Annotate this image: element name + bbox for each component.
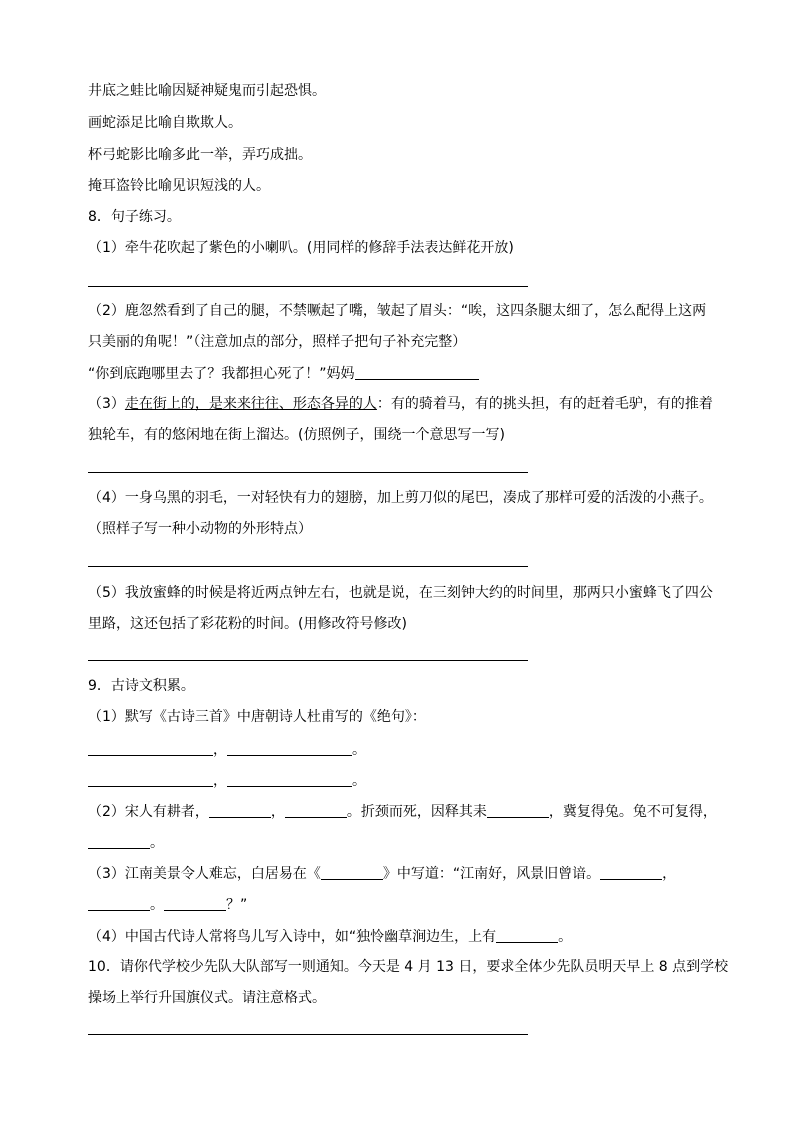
q8-s2c-text: “你到底跑哪里去了？我都担心死了！”妈妈 xyxy=(88,366,355,382)
answer-blank[interactable] xyxy=(227,771,352,787)
q8-s4b: （照样子写一种小动物的外形特点） xyxy=(88,521,312,537)
period: 。 xyxy=(352,773,366,789)
answer-line[interactable] xyxy=(88,566,528,567)
answer-blank[interactable] xyxy=(355,364,479,380)
q8-s2c xyxy=(88,364,479,383)
q9-p2c: ，冀复得兔。兔不可复得， xyxy=(548,804,717,820)
q9-p2b: 。折颈而死，因释其耒 xyxy=(346,804,487,820)
q8-s4a: （4）一身乌黑的羽毛，一对轻快有力的翅膀，加上剪刀似的尾巴，凑成了那样可爱的活泼的小燕子。 xyxy=(88,490,713,506)
q8-s2a: （2）鹿忽然看到了自己的腿，不禁噘起了嘴，皱起了眉头：“唉，这四条腿太细了，怎么配得上这两 xyxy=(88,303,707,319)
q8-s5b: 里路，这还包括了彩花粉的时间。(用修改符号修改) xyxy=(88,616,407,632)
comma: ， xyxy=(213,742,227,758)
q8-s5a: （5）我放蜜蜂的时候是将近两点钟左右，也就是说，在三刻钟大约的时间里，那两只小蜜蜂飞了四公 xyxy=(88,585,713,601)
period: 。 xyxy=(558,929,573,945)
q9-p2a: （2）宋人有耕者， xyxy=(88,804,209,820)
q9-p2-cont xyxy=(88,833,164,852)
answer-blank[interactable] xyxy=(285,802,347,818)
answer-blank[interactable] xyxy=(88,771,213,787)
q9-poem-line-1 xyxy=(88,740,366,759)
answer-line[interactable] xyxy=(88,286,528,287)
q9-p3 xyxy=(88,864,676,883)
comma: ， xyxy=(270,804,285,820)
answer-line[interactable] xyxy=(88,660,528,661)
answer-blank[interactable] xyxy=(88,895,150,911)
q9-p3-cont xyxy=(88,895,247,914)
q9-p3c: ？” xyxy=(226,897,248,913)
q8-title: 8．句子练习。 xyxy=(88,209,181,225)
answer-blank[interactable] xyxy=(164,895,226,911)
answer-blank[interactable] xyxy=(321,864,383,880)
q9-p2 xyxy=(88,802,717,821)
q10-line-1: 10．请你代学校少先队大队部写一则通知。今天是 4 月 13 日，要求全体少先队员明天早上 8 点到学校 xyxy=(88,959,729,975)
q8-s3a-rest: ：有的骑着马，有的挑头担，有的赶着毛驴，有的推着 xyxy=(376,396,713,412)
q10-line-2: 操场上举行升国旗仪式。请注意格式。 xyxy=(88,990,326,1006)
answer-line[interactable] xyxy=(88,1034,528,1035)
q8-s2b: 只美丽的角呢！”（注意加点的部分，照样子把句子补充完整） xyxy=(88,334,467,350)
answer-line[interactable] xyxy=(88,472,528,473)
q9-p1: （1）默写《古诗三首》中唐朝诗人杜甫写的《绝句》： xyxy=(88,709,426,725)
answer-blank[interactable] xyxy=(88,740,213,756)
comma: ， xyxy=(662,866,677,882)
q9-p3b: 》中写道：“江南好，风景旧曾谙。 xyxy=(382,866,601,882)
answer-blank[interactable] xyxy=(88,833,150,849)
answer-blank[interactable] xyxy=(487,802,549,818)
answer-blank[interactable] xyxy=(227,740,352,756)
comma: ， xyxy=(213,773,227,789)
idiom-line-4: 掩耳盗铃比喻见识短浅的人。 xyxy=(88,178,270,194)
idiom-line-2: 画蛇添足比喻自欺欺人。 xyxy=(88,115,242,131)
answer-blank[interactable] xyxy=(600,864,662,880)
q8-s3a-underlined: 走在街上的，是来来往往、形态各异的人 xyxy=(124,396,377,412)
answer-blank[interactable] xyxy=(496,927,558,943)
period: 。 xyxy=(352,742,366,758)
q8-s3a-prefix: （3） xyxy=(88,396,125,412)
idiom-line-3: 杯弓蛇影比喻多此一举，弄巧成拙。 xyxy=(88,147,312,163)
idiom-line-1: 井底之蛙比喻因疑神疑鬼而引起恐惧。 xyxy=(88,83,326,99)
period: 。 xyxy=(150,897,164,913)
q9-p4-text: （4）中国古代诗人常将鸟儿写入诗中，如“独怜幽草涧边生，上有 xyxy=(88,929,497,945)
q9-p4 xyxy=(88,927,572,946)
q8-s3b: 独轮车，有的悠闲地在街上溜达。(仿照例子，围绕一个意思写一写) xyxy=(88,427,505,443)
period: 。 xyxy=(150,835,164,851)
q8-s3a xyxy=(88,395,713,413)
answer-blank[interactable] xyxy=(209,802,271,818)
q9-title: 9．古诗文积累。 xyxy=(88,678,195,694)
q9-poem-line-2 xyxy=(88,771,366,790)
q9-p3a: （3）江南美景令人难忘，白居易在《 xyxy=(88,866,321,882)
q8-s1: （1）牵牛花吹起了紫色的小喇叭。(用同样的修辞手法表达鲜花开放) xyxy=(88,240,514,256)
